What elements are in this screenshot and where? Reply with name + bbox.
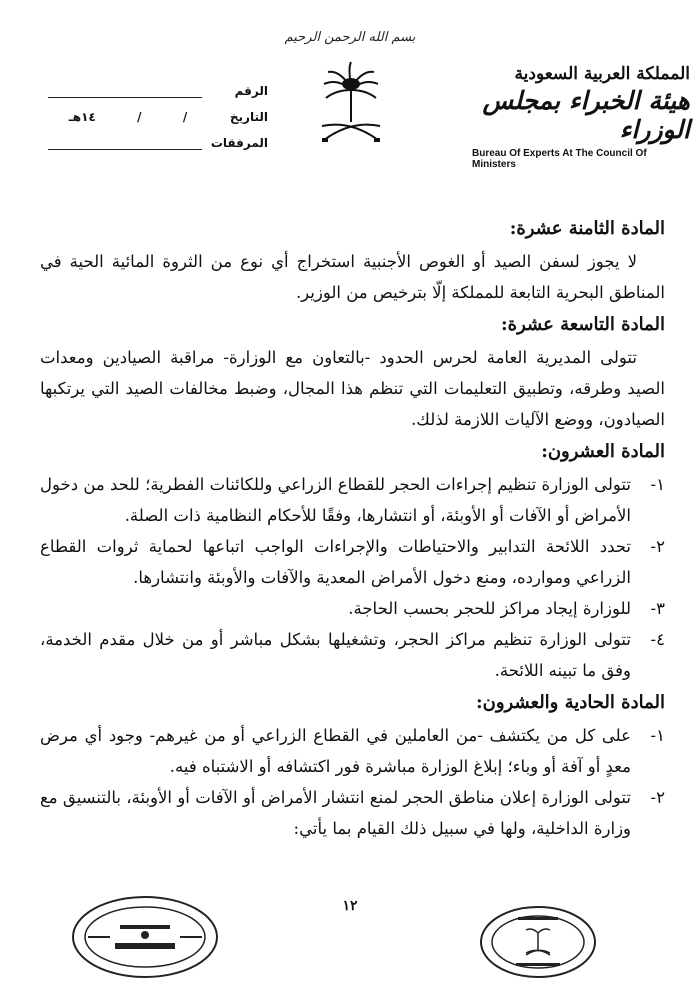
date-year: ١٤هـ xyxy=(68,110,96,124)
date-value xyxy=(48,110,208,124)
article-20-list xyxy=(40,469,665,686)
article-20-title: المادة العشرون: xyxy=(541,441,665,462)
date-slash: / xyxy=(182,110,188,124)
item-number: ٤- xyxy=(650,630,665,649)
date-row xyxy=(48,98,268,124)
item-text: تتولى الوزارة تنظيم إجراءات الحجر للقطاع الزراعي وللكائنات الفطرية؛ للحد من دخول الأمراض أو الآفات أو الأوبئة، أو انتشارها، وفقًا للأحكام النظامية ذات الصلة. xyxy=(40,475,631,525)
reference-fields xyxy=(48,72,268,150)
attachments-line xyxy=(48,135,202,150)
item-number: ٣- xyxy=(650,599,665,618)
item-text: للوزارة إيجاد مراكز للحجر بحسب الحاجة. xyxy=(348,599,631,618)
document-body xyxy=(40,212,665,844)
attachments-row xyxy=(48,124,268,150)
article-19-text: تتولى المديرية العامة لحرس الحدود -بالتعاون مع الوزارة- مراقبة الصيادين ومعدات الصيد وطرقه، وتطبيق التعليمات التي تنظم هذا المجال، وضبط مخالفات الصيد التي يرتكبها الصيادون، ووضع الآليات اللازمة لذلك. xyxy=(40,348,665,429)
item-number: ٢- xyxy=(650,537,665,556)
article-18-text: لا يجوز لسفن الصيد أو الغوص الأجنبية استخراج أي نوع من الثروة المائية الحية في المناطق البحرية التابعة للمملكة إلّا بترخيص من الوزير. xyxy=(40,252,665,302)
list-item xyxy=(40,782,665,844)
bureau-seal-icon xyxy=(70,895,220,980)
item-text: تحدد اللائحة التدابير والاحتياطات والإجراءات الواجب اتباعها لحماية ثروات القطاع الزراعي وموارده، ومنع دخول الأمراض المعدية والآفات والأوبئة وانتشارها. xyxy=(40,537,631,587)
list-item xyxy=(40,469,665,531)
ref-number-line xyxy=(48,83,202,98)
bureau-name-arabic: هيئة الخبراء بمجلس الوزراء xyxy=(482,86,690,144)
item-number: ١- xyxy=(650,726,665,745)
list-item xyxy=(40,593,665,624)
ref-number-label: الرقم xyxy=(234,84,268,98)
organization-block xyxy=(460,64,690,170)
page-number: ١٢ xyxy=(342,898,358,914)
attachments-label: المرفقات xyxy=(210,136,268,150)
secretariat-seal-icon xyxy=(478,905,598,980)
list-item xyxy=(40,720,665,782)
article-21-list xyxy=(40,720,665,844)
bureau-name-english: Bureau Of Experts At The Council Of Ministers xyxy=(472,148,647,170)
item-number: ٢- xyxy=(650,788,665,807)
article-18-title: المادة الثامنة عشرة: xyxy=(509,218,665,239)
article-19-title: المادة التاسعة عشرة: xyxy=(501,314,665,335)
list-item xyxy=(40,531,665,593)
article-21-title: المادة الحادية والعشرون: xyxy=(475,692,665,713)
kingdom-name: المملكة العربية السعودية xyxy=(514,64,690,84)
date-label: التاريخ xyxy=(229,110,268,124)
list-item xyxy=(40,624,665,686)
item-text: تتولى الوزارة إعلان مناطق الحجر لمنع انتشار الأمراض أو الآفات أو الأوبئة، بالتنسيق مع وزارة الداخلية، ولها في سبيل ذلك القيام بما يأتي: xyxy=(40,788,631,838)
palm-swords-emblem-icon xyxy=(318,60,384,146)
ref-number-row xyxy=(48,72,268,98)
item-text: تتولى الوزارة تنظيم مراكز الحجر، وتشغيلها بشكل مباشر أو من خلال مقدم الخدمة، وفق ما تبينه اللائحة. xyxy=(40,630,631,680)
basmala: بسم الله الرحمن الرحيم xyxy=(284,30,416,45)
item-number: ١- xyxy=(650,475,665,494)
item-text: على كل من يكتشف -من العاملين في القطاع الزراعي أو من غيرهم- وجود أي مرض معدٍ أو آفة أو وباء؛ إبلاغ الوزارة مباشرة فور اكتشافه أو الاشتباه فيه. xyxy=(40,726,631,776)
date-slash: / xyxy=(137,110,142,124)
